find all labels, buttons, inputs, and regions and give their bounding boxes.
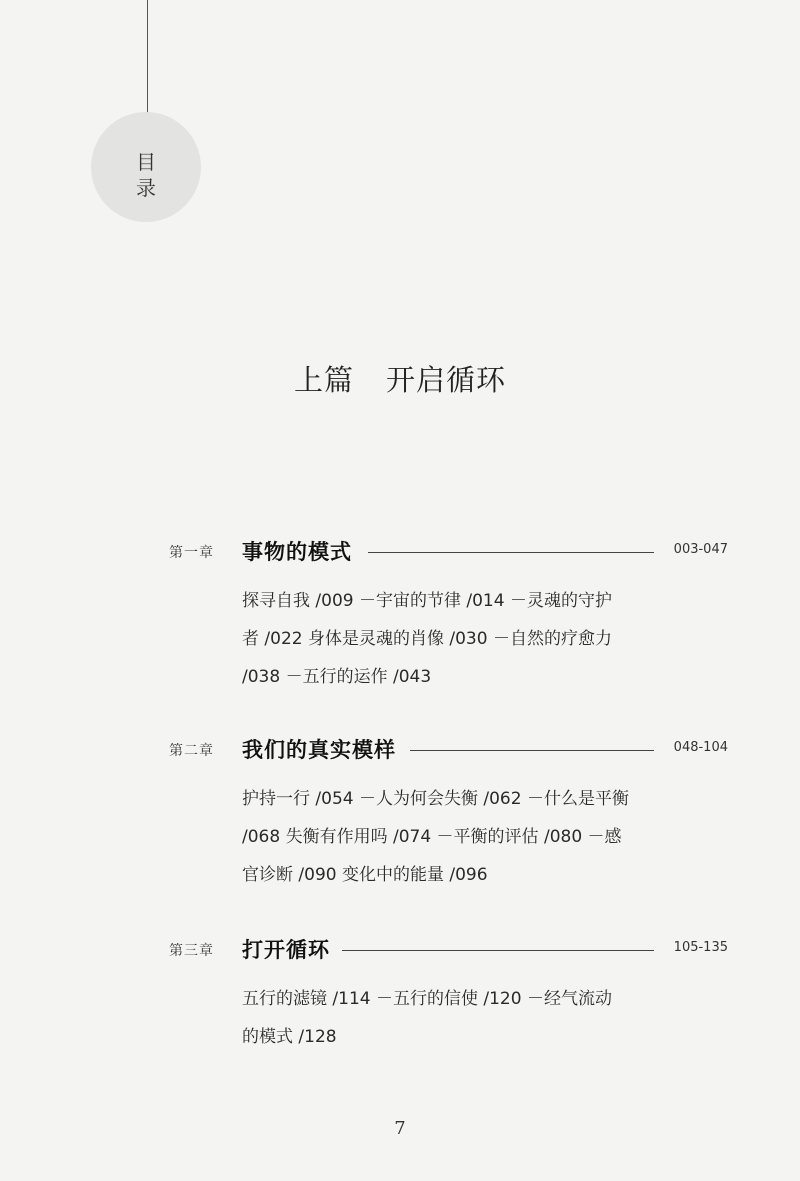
section-line: 探寻自我 /009 －宇宙的节律 /014 －灵魂的守护: [242, 591, 612, 611]
part-title: [0, 358, 800, 399]
chapter-label: 第一章: [169, 545, 214, 561]
toc-badge-char-2: 录: [136, 176, 156, 200]
page-range: 003-047: [673, 542, 728, 557]
page-range: 105-135: [673, 940, 728, 955]
section-line: 的模式 /128: [242, 1027, 337, 1047]
hanging-line: [147, 0, 148, 128]
page-range: 048-104: [673, 740, 728, 755]
chapter-title: 我们的真实模样: [242, 737, 396, 762]
leader-rule: [342, 950, 654, 951]
chapter-label: 第二章: [169, 743, 214, 759]
section-line: 者 /022 身体是灵魂的肖像 /030 －自然的疗愈力: [242, 629, 612, 649]
page-number: 7: [394, 1118, 406, 1139]
part-name: 上篇: [293, 363, 354, 397]
toc-badge-char-1: 目: [136, 150, 156, 174]
section-list: [242, 980, 682, 1056]
section-line: 官诊断 /090 变化中的能量 /096: [242, 865, 488, 885]
toc-badge: [91, 112, 201, 222]
chapter-title: 打开循环: [242, 937, 330, 962]
section-line: /068 失衡有作用吗 /074 －平衡的评估 /080 －感: [242, 827, 622, 847]
section-list: [242, 780, 682, 894]
chapter-label: 第三章: [169, 943, 214, 959]
part-subtitle: 开启循环: [386, 363, 507, 397]
leader-rule: [368, 552, 654, 553]
chapter-title: 事物的模式: [242, 539, 352, 564]
section-line: 护持一行 /054 －人为何会失衡 /062 －什么是平衡: [242, 789, 629, 809]
section-line: /038 －五行的运作 /043: [242, 667, 432, 687]
section-line: 五行的滤镜 /114 －五行的信使 /120 －经气流动: [242, 989, 612, 1009]
section-list: [242, 582, 682, 696]
leader-rule: [410, 750, 654, 751]
